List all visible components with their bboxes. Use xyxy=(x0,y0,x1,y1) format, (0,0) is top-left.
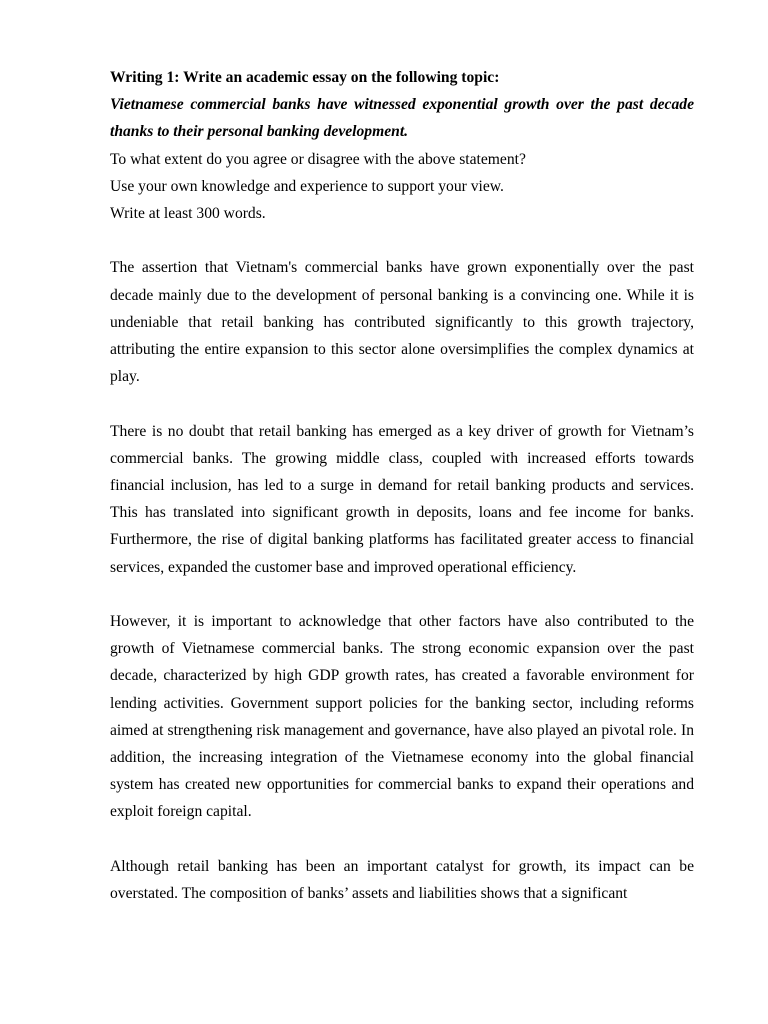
document-page xyxy=(110,64,694,907)
prompt-heading: Writing 1: Write an academic essay on the following topic: xyxy=(110,69,500,86)
blank-line xyxy=(110,826,694,853)
essay-paragraph-intro: The assertion that Vietnam's commercial banks have grown exponentially over the past decade mainly due to the development of personal banking is a convincing one. While it is undeniable that retail banking has contributed significantly to this growth trajectory, attributing the entire expansion to this sector alone oversimplifies the complex dynamics at play. xyxy=(110,259,694,386)
blank-line xyxy=(110,581,694,608)
instruction-agree-disagree: To what extent do you agree or disagree with the above statement? xyxy=(110,150,526,168)
blank-line xyxy=(110,227,694,254)
blank-line xyxy=(110,390,694,417)
essay-topic: Vietnamese commercial banks have witnessed exponential growth over the past decade thanks to their personal banking development. xyxy=(110,96,694,141)
essay-paragraph-retail-banking: There is no doubt that retail banking has emerged as a key driver of growth for Vietnam’s commercial banks. The growing middle class, coupled with increased efforts towards financial inclusion, has led to a surge in demand for retail banking products and services. This has translated into significant growth in deposits, loans and fee income for banks. Furthermore, the rise of digital banking platforms has facilitated greater access to financial services, expanded the customer base and improved operational efficiency. xyxy=(110,422,694,576)
essay-paragraph-overstated: Although retail banking has been an important catalyst for growth, its impact can be overstated. The composition of banks’ assets and liabilities shows that a significant xyxy=(110,857,694,903)
instruction-word-count: Write at least 300 words. xyxy=(110,205,266,223)
instruction-support-view: Use your own knowledge and experience to support your view. xyxy=(110,177,504,195)
essay-paragraph-other-factors: However, it is important to acknowledge that other factors have also contributed to the growth of Vietnamese commercial banks. The strong economic expansion over the past decade, characterized by high GDP growth rates, has created a favorable environment for lending activities. Government support policies for the banking sector, including reforms aimed at strengthening risk management and governance, have also played an pivotal role. In addition, the increasing integration of the Vietnamese economy into the global financial system has created new opportunities for commercial banks to expand their operations and exploit foreign capital. xyxy=(110,613,694,821)
